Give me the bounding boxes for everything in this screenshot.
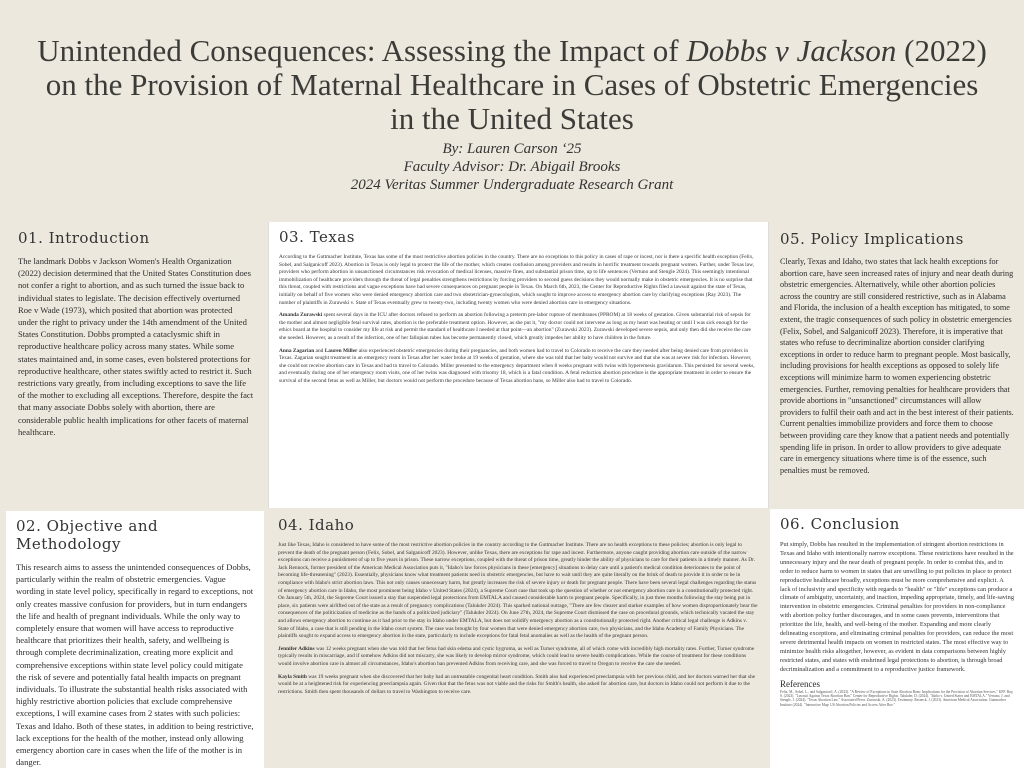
title-line-1: Unintended Consequences: Assessing the Impact of Dobbs v Jackson (2022)	[37, 33, 987, 68]
idaho-heading: 04. Idaho	[278, 516, 355, 534]
case-name: Kayla Smith	[278, 673, 307, 680]
policy-heading: 05. Policy Implications	[780, 230, 964, 248]
conclusion-section	[770, 509, 1024, 768]
idaho-paragraph-1: Just like Texas, Idaho is considered to have some of the most restrictive abortion policies in the country according to the Guttmacher Institute. There are no health exceptions to these policies; abortion is only legal to prevent the death of the pregnant person (Felix, Sobel, and Salganicoff 2023). However, unlike Texas, there are exceptions for rape and incest. Furthermore, anyone caught providing abortion care outside of the narrow exceptions can receive a punishment of up to five years in prison. These narrow exceptions, coupled with the threat of prison time, greatly hinder the ability of physicians to care for their patients in a timely manner. As Dr. Jack Rennock, former president of the American Medical Association puts it, "Idaho's law forces physicians in these [emergency] situations to delay care until a patient's medical condition deteriorates to the point of becoming life-threatening" (2023). Essentially, physicians know what treatment patients need in obstetric emergencies, but have to wait until they are quite literally on the brink of death to provide it in order to be in compliance with Idaho's strict abortion laws. This not only causes unnecessary harm, but greatly increases the risk of severe injury or death for pregnant people. There have been several legal challenges regarding the status of emergency abortion care in Idaho, the most prominent being Idaho v United States (2024), a Supreme Court case that took up the question of whether or not emergency abortion care is a constitutionally protected right. On January 5th, 2024, the Supreme Court issued a stay that suspended legal protections from EMTALA and caused considerable harm to pregnant people. Specifically, in just three months following the stay being put in place, six patients were airlifted out of the state as a result of pregnancy complications (Talukder 2024). This sparked national outrage, "There are few clearer and starker examples of how women disproportionately bear the consequences of the politicization of medicine as the hands of a politicized judiciary" (Talukder 2024). On June 27th, 2024, the Supreme Court dismissed the case on procedural grounds, which technically vacated the stay and allows emergency abortion to continue as it had prior to the stay in Idaho under EMTALA, but does not solidify emergency abortion as a constitutionally protected right. Another critical legal challenge is Adkins v. State of Idaho, a case that is still pending in the Idaho court system. The case was brought by four women that were denied emergency abortion care, two physicians, and the Idaho Academy of Family Physicians. The plaintiffs sought to expand access to emergency abortion in the state, particularly to include exceptions for fatal fetal anomalies as well as the health of the pregnant person.	[278, 542, 758, 640]
objective-section	[6, 511, 264, 768]
introduction-section	[8, 223, 264, 507]
case-name: Anna Zagarian	[279, 347, 315, 354]
policy-section	[770, 224, 1024, 508]
title-line-2: on the Provision of Maternal Healthcare in Cases of Obstetric Emergencies	[45, 67, 979, 102]
idaho-paragraph-3: Kayla Smith was 19 weeks pregnant when she discovered that her baby had an untreatable congenital heart condition. Smith also had experienced preeclampsia with her previous child, and her doctors warned her that she would be at a heightened risk for experiencing preeclampsia again. Given that that the fetus was not viable and the risks for Smith's health, she asked for abortion care, but doctors in Idaho could not perform it due to the restrictions. Smith then spent thousands of dollars to travel to Washington to receive care.	[278, 673, 756, 695]
poster-title	[20, 34, 1004, 136]
texas-paragraph-2: Amanda Zurawski spent several days in the ICU after doctors refused to perform an abortion following a preterm pre-labor rupture of membranes (PPROM) at 18 weeks of gestation. Given substantial risk of sepsis for the mother and almost negligible fetal survival rates, abortion is the preferable treatment option. However, as she put it, "my doctor could not intervene as long as my heart was beating or until I was sick enough for the ethics board at the hospital to consider my life at risk and permit the standard of healthcare I needed at that point—an abortion" (Zurawski 2023). Zurawski developed severe sepsis, and only then did she receive the care she needed. However, as a result of the infection, one of her fallopian tubes has become permanently closed, which greatly impedes her ability to have children in the future.	[279, 312, 751, 341]
author: By: Lauren Carson ‘25	[442, 141, 582, 157]
advisor: Faculty Advisor: Dr. Abigail Brooks	[403, 159, 621, 175]
poster-header	[0, 0, 1024, 222]
texas-heading: 03. Texas	[279, 228, 355, 246]
title-line-3: in the United States	[390, 101, 634, 136]
references-heading: References	[780, 678, 820, 689]
idaho-paragraph-2: Jennifer Adkins was 12 weeks pregnant when she was told that her fetus had skin edema and cystic hygroma, as well as Turner syndrome, all of which come with incredibly high mortality rates. Further, Turner syndrome typically results in miscarriage, and if somehow Adkins did not miscarry, she was likely to develop mirror syndrome, which could lead to severe health complications. While the course of treatment for these conditions would involve abortion care in almost all circumstances, Idaho's abortion ban prevented Adkins from receiving care, and she was forced to travel to Oregon to receive the care she needed.	[278, 645, 755, 667]
case-name: Jennifer Adkins	[278, 645, 315, 652]
case-name: Lauren Miller	[324, 347, 358, 354]
introduction-text: The landmark Dobbs v Jackson Women's Health Organization (2022) decision determined that the United States Constitution does not confer a right to abortion, and as such turned the issue back to individual states to legislate. The decision effectively overturned Roe v Wade (1973), which posited that abortion was protected under the right to privacy under the 14th amendment of the United States Constitution. Dobbs prompted a cataclysmic shift in reproductive healthcare policy across many states. While some states maintained and, in some cases, even bolstered protections for reproductive healthcare, other states swiftly acted to restrict it. Such restrictions vary greatly, from including exceptions to save the life of the mother to excluding all exceptions. Therefore, despite the fact that many associate Dobbs solely with abortion, there are considerable public health implications for other facets of maternal healthcare.	[18, 256, 254, 437]
policy-text: Clearly, Texas and Idaho, two states that lack health exceptions for abortion care, have seen increased rates of injury and near death during obstetric emergencies. Alternatively, while other abortion policies across the country are still considered restrictive, such as in Alabama and Florida, the inclusion of a health exception has mitigated, to some extent, the tragic consequences of such policy in obstetric emergencies (Felix, Sobel, and Salganicoff 2023). Therefore, it is imperative that states who refuse to decriminalize abortion consider clarifying exceptions in order to reduce harm to pregnant people. Most basically, including provisions for health exceptions as opposed to solely life exceptions will minimize harm to women experiencing obstetric emergencies. Further, removing penalties for healthcare providers that provide abortions in "unsanctioned" circumstances will allow providers to fulfil their oath and act in the best interest of their patients. Current penalties immobilize providers and force them to choose between providing care they know that a patient needs and potentially spending life in prison. In order to allow providers to give adequate care in emergency situations where time is of the essence, such penalties must be removed.	[780, 257, 1014, 475]
texas-section	[268, 222, 769, 508]
texas-paragraph-3: Anna Zagarian and Lauren Miller also experienced obstetric emergencies during their pregnancies, and both women had to travel to Colorado to receive the care they needed after being denied care from providers in Texas. Zagarian sought treatment in an emergency room in Texas after her water broke at 19 weeks of gestation, where she was told that her baby would not survive and that she was at severe risk for infection. However, she could not receive abortion care in Texas and had to travel to Colorado. Miller presented to the emergency department when 8 weeks pregnant with twins with hyperemesis gravidarum. This persisted for several weeks, and eventually during one of her emergency room visits, one of her twins was diagnosed with trisomy 18, which is a fatal condition. A fetal reduction abortion procedure is the appropriate treatment in order to ensure the survival of the second fetus as well as Miller, but doctors would not perform the procedure because of Texas abortion bans, so Miller also had to travel to Colorado.	[279, 347, 755, 384]
introduction-heading: 01. Introduction	[18, 229, 150, 247]
grant: 2024 Veritas Summer Undergraduate Research Grant	[350, 177, 674, 193]
idaho-section	[268, 510, 769, 768]
byline	[0, 140, 1024, 194]
case-name: Amanda Zurawski	[279, 312, 323, 319]
references	[780, 679, 1014, 708]
objective-heading: 02. Objective and Methodology	[16, 517, 159, 553]
texas-paragraph-1: According to the Guttmacher Institute, Texas has some of the most restrictive abortion policies in the country. There are no exceptions to this policy in cases of rape or incest, nor is there a specific health exception (Felix, Sobel, and Salganicoff 2023). Abortion in Texas is only legal to protect the life of the mother, which creates confusion among providers and results in horrific treatment towards pregnant women. Further, under Texas law, providers who perform abortion in unsanctioned circumstances risk revocation of medical licenses, massive fines, and substantial prison time, up to life sentences (Vertuno and Stengle 2024). This seemingly intentional immobilization of healthcare providers through the threat of legal penalties strengthens restrictions by forcing providers to second guess decisions they would normally make in obstetric emergencies. It is no surprise that this threat, coupled with restrictions and vague exceptions have had severe consequences on pregnant people in Texas. On March 6th, 2023, the Center for Reproductive Rights filed a lawsuit against the state of Texas, initially on behalf of five women who were denied emergency abortion care and two obstetrician-gynecologists, which sought to improve access to emergency abortion care by clarifying exceptions (Ray 2023). The number of plaintiffs in Zurawski v. State of Texas eventually grew to twenty-two, including twenty women who were denied abortion care in emergency situations.	[279, 254, 754, 306]
objective-text: This research aims to assess the unintended consequences of Dobbs, particularly within the realm of obstetric emergencies. Vague wording in state level policy, specifically in regard to exceptions, not only creates massive confusion for providers, but in turn endangers the life and health of pregnant individuals. While the only way to completely ensure that women will have access to reproductive healthcare that prioritizes their health, safety, and wellbeing is through complete decriminalization, creating more explicit and comprehensive exceptions within state level policy could mitigate the risk of severe and potentially fatal health impacts on pregnant individuals. To illustrate the substantial health risks associated with highly restrictive abortion policies that exclude comprehensive exceptions, I will examine cases from 2 states with such policies: Texas and Idaho. Both of these states, in addition to being restrictive, lack exceptions for the health of the mother, instead only allowing emergency abortion care in cases when the life of the mother is in danger.	[16, 562, 254, 768]
conclusion-heading: 06. Conclusion	[780, 515, 900, 533]
conclusion-text: Put simply, Dobbs has resulted in the implementation of stringent abortion restrictions in Texas and Idaho with intentionally narrow exceptions. These restrictions have resulted in the unnecessary injury and the near death of pregnant people. In order to combat this, and in order to reduce harm to women in states that are unwilling to put policies in place to protect reproductive healthcare broadly, exceptions must be more comprehensive and explicit. A lack of inclusivity and specificity with regards to "health" or "life" exceptions can produce a climate of ambiguity, uncertainty, and inaction, impeding appropriate, timely, and life-saving intervention in obstetric emergencies. Criminal penalties for providers in non-compliance with abortion policy further discourages, and in some cases prevents, interventions that prioritize the life, health, and well-being of the mother. Expanding and more clearly delineating exceptions, and eliminating criminal penalties for providers, can reduce the most severe detrimental health impacts on women in restricted states. The most effective way to minimize health risks altogether, however, as evident in data comparisons between highly restricted states, and states with enshrined legal protections to abortion, is through broad decriminalization and a commitment to a reproductive justice framework.	[780, 541, 1014, 673]
references-text: Felix, M., Sobel, L., and Salganicoff, A. (2023). "A Review of Exceptions in State Abortion Bans: Implications for the Provision of Abortion Services." KFF. Ray, S. (2023). "Lawsuit Against Texas Abortion Ban." Center for Reproductive Rights. Talukder, D. (2024). "Idaho v. United States and EMTALA." Vertuno, J. and Stengle, J. (2024). "Texas Abortion Law." Associated Press. Zurawski, A. (2023). Testimony. Resneck, J. (2023). American Medical Association. Guttmacher Institute (2024). "Interactive Map: US Abortion Policies and Access After Roe."	[780, 689, 1014, 707]
